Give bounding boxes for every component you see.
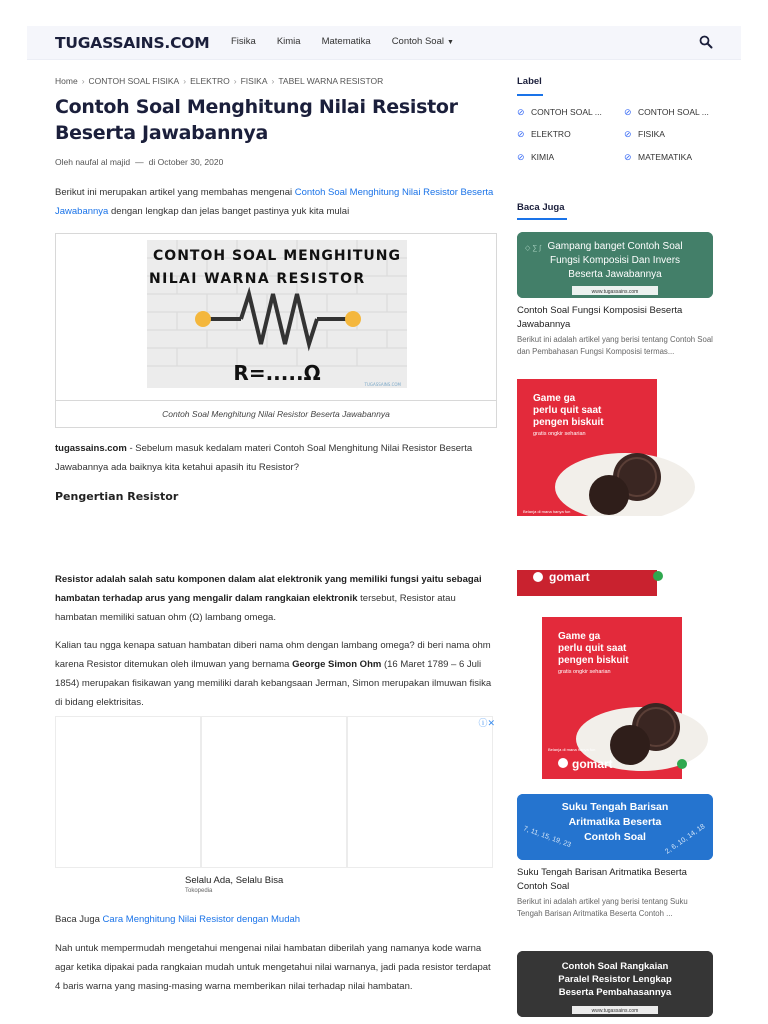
post-thumbnail-image (517, 232, 713, 298)
paragraph-text-end: (16 Maret 1789 – 6 Juli 1854) merupakan fisikawan yang memiliki darah kebangsaan Jerman, Simon merupakan ilmuwan fisika di bidang elektrisitas. (55, 659, 492, 708)
label-item[interactable] (517, 107, 602, 118)
breadcrumb (55, 76, 383, 86)
biscuit-ad-image (517, 379, 713, 516)
ad-line-3: pengen biskuit (558, 655, 629, 666)
post-thumbnail[interactable] (517, 951, 713, 1017)
inline-ad[interactable] (55, 716, 495, 872)
thumb-line-2: Fungsi Komposisi Dan Invers (549, 255, 681, 266)
scientist-name: George Simon Ohm (292, 659, 382, 670)
site-name-bold: tugassains.com (55, 443, 127, 454)
caret-down-icon: ▼ (446, 39, 454, 46)
baca-juga-link[interactable]: Cara Menghitung Nilai Resistor dengan Mudah (102, 914, 301, 925)
check-badge-icon: ⊘ (624, 107, 632, 117)
label-underline (517, 94, 543, 96)
page-gap (0, 516, 768, 570)
thumb-line-3: Beserta Jawabannya (568, 269, 662, 280)
post-thumbnail[interactable] (517, 232, 713, 298)
thumb-line-1: Gampang banget Contoh Soal (547, 241, 683, 252)
check-badge-icon: ⊘ (624, 129, 632, 139)
ad-line-4: gratis ongkir seharian (558, 669, 611, 675)
baca-juga-underline (517, 218, 567, 220)
label-text: KIMIA (531, 152, 555, 162)
gomart-banner (517, 570, 713, 596)
ad-small-text: Belanja di mana hanya fun (523, 509, 571, 514)
breadcrumb-contoh-soal-fisika[interactable]: CONTOH SOAL FISIKA (88, 76, 180, 86)
post-meta (55, 157, 223, 167)
paragraph-intro-resistor (55, 439, 497, 477)
ad-line-1: Game ga (558, 631, 601, 642)
post-thumbnail-image (517, 794, 713, 860)
label-item[interactable] (624, 152, 692, 163)
figure-line-2: NILAI WARNA RESISTOR (149, 271, 366, 287)
label-title: Label (517, 76, 542, 87)
label-text: FISIKA (638, 129, 665, 139)
ad-source: Tokopedia (185, 888, 213, 894)
ad-slot[interactable] (347, 716, 493, 868)
brick-wall-image (147, 240, 407, 388)
page-title: Contoh Soal Menghitung Nilai Resistor Beserta Jawabannya (55, 96, 458, 144)
label-item[interactable] (624, 129, 665, 140)
ad-line-4: gratis ongkir seharian (533, 431, 586, 437)
intro-paragraph (55, 183, 497, 221)
svg-text:2, 6, 10, 14, 18: 2, 6, 10, 14, 18 (664, 823, 707, 856)
ad-brand: gomart (549, 570, 590, 584)
sidebar-ad[interactable] (517, 379, 713, 516)
baca-juga-title: Baca Juga (517, 202, 565, 213)
sidebar-ad-bottom[interactable] (517, 570, 713, 596)
resistor-illustration (147, 240, 407, 388)
page-frame-top (27, 60, 741, 516)
breadcrumb-sep-icon: › (81, 76, 85, 86)
ad-line-1: Game ga (533, 393, 576, 404)
section-heading: Pengertian Resistor (55, 490, 179, 503)
breadcrumb-fisika[interactable]: FISIKA (240, 76, 268, 86)
check-badge-icon: ⊘ (517, 129, 525, 139)
site-logo[interactable]: TUGASSAINS.COM (55, 34, 210, 52)
site-header (27, 26, 741, 60)
ad-line-2: perlu quit saat (558, 643, 627, 654)
breadcrumb-sep-icon: › (271, 76, 275, 86)
ad-brand: gomart (572, 757, 613, 771)
intro-text-end: dengan lengkap dan jelas banget pastinya yuk kita mulai (108, 206, 350, 217)
post-author[interactable]: Oleh naufal al majid (55, 157, 131, 167)
article-figure (55, 233, 497, 428)
label-text: CONTOH SOAL ... (531, 107, 602, 117)
baca-juga-line (55, 910, 497, 929)
breadcrumb-sep-icon: › (183, 76, 187, 86)
top-bar (0, 0, 768, 26)
terminal-icon (345, 311, 361, 327)
thumb-line-1: Contoh Soal Rangkaian (561, 961, 669, 972)
figure-formula: R=.....Ω (233, 361, 321, 385)
figure-caption: Contoh Soal Menghitung Nilai Resistor Beserta Jawabannya (56, 400, 496, 428)
post-thumbnail[interactable] (517, 794, 713, 860)
paragraph-text: - Sebelum masuk kedalam materi Contoh Soal Menghitung Nilai Resistor Beserta Jawabannya ada baiknya kita ketahui apasih itu Resistor? (55, 443, 473, 473)
nav-kimia[interactable]: Kimia (276, 36, 301, 47)
intro-link[interactable]: Contoh Soal Menghitung Nilai Resistor Beserta Jawabannya (55, 187, 494, 217)
label-text: CONTOH SOAL ... (638, 107, 709, 117)
label-item[interactable] (624, 107, 709, 118)
thumb-line-3: Contoh Soal (584, 831, 646, 843)
ad-slot[interactable] (55, 716, 201, 868)
paragraph-text: Kalian tau ngga kenapa satuan hambatan diberi nama ohm dengan lambang omega? di beri nama ohm karena Resistor ditemukan oleh ilmuwan yang bernama (55, 640, 491, 670)
thumb-line-1: Suku Tengah Barisan (561, 801, 669, 813)
label-text: ELEKTRO (531, 129, 571, 139)
main-nav (231, 36, 475, 47)
svg-text:7, 11, 15, 19, 23: 7, 11, 15, 19, 23 (522, 825, 572, 850)
thumb-url: www.tugassains.com (591, 1008, 639, 1014)
ad-slot[interactable] (201, 716, 347, 868)
check-badge-icon: ⊘ (517, 107, 525, 117)
search-icon[interactable] (699, 35, 713, 49)
post-title[interactable]: Suku Tengah Barisan Aritmatika Beserta Contoh Soal (517, 867, 687, 892)
terminal-icon (195, 311, 211, 327)
page-frame-bottom (27, 570, 741, 1024)
ad-small-text: Belanja di mana hanya fun (548, 747, 596, 752)
nav-fisika[interactable]: Fisika (231, 36, 256, 47)
post-desc: Berikut ini adalah artikel yang berisi tentang Contoh Soal dan Pembahasan Fungsi Komposisi termas... (517, 335, 713, 356)
figure-line-1: CONTOH SOAL MENGHITUNG (153, 248, 401, 264)
meta-dash: — (135, 157, 144, 167)
ad-line-3: pengen biskuit (533, 417, 604, 428)
label-text: MATEMATIKA (638, 152, 692, 162)
baca-juga-prefix: Baca Juga (55, 914, 103, 925)
thumb-line-2: Paralel Resistor Lengkap (558, 974, 672, 985)
biscuit-ad-image (542, 617, 713, 779)
breadcrumb-elektro[interactable]: ELEKTRO (190, 76, 230, 86)
intro-text: Berikut ini merupakan artikel yang membahas mengenai (55, 187, 295, 198)
paragraph-ohm (55, 636, 497, 712)
paragraph-pengertian (55, 570, 497, 627)
paragraph-kode-warna: Nah untuk mempermudah mengetahui mengenai nilai hambatan diberilah yang namanya kode warna agar ketika dipakai pada rangkaian mudah untuk mengetahui nilai warnanya, jadi pada resistor terdapat 4 baris warna yang masing-masing warna memberikan nilai terhadap nilai hambatan. (55, 943, 491, 992)
breadcrumb-sep-icon: › (233, 76, 237, 86)
sidebar-ad-2[interactable] (542, 617, 713, 779)
breadcrumb-tabel-warna-resistor[interactable]: TABEL WARNA RESISTOR (278, 76, 384, 86)
definition-bold: Resistor adalah salah satu komponen dalam alat elektronik yang memiliki fungsi yaitu sebagai hambatan terhadap arus yang mengalir dalam rangkaian elektronik (55, 574, 482, 604)
paragraph-text: tersebut, Resistor atau hambatan memiliki satuan ohm (Ω) lambang omega. (55, 593, 456, 623)
label-item[interactable] (517, 129, 571, 140)
nav-matematika[interactable]: Matematika (321, 36, 371, 47)
post-date: di October 30, 2020 (148, 157, 224, 167)
thumb-url: www.tugassains.com (591, 289, 639, 295)
post-thumbnail-image (517, 951, 713, 1017)
check-badge-icon: ⊘ (624, 152, 632, 162)
check-badge-icon: ⊘ (517, 152, 525, 162)
label-item[interactable] (517, 152, 554, 163)
nav-contoh-soal-label: Contoh Soal (391, 36, 444, 47)
thumb-line-3: Beserta Pembahasannya (558, 987, 672, 998)
nav-contoh-soal[interactable] (392, 36, 454, 47)
breadcrumb-home[interactable]: Home (55, 76, 78, 86)
figure-watermark: TUGASSAINS.COM (364, 382, 401, 387)
svg-text:◇ ∑ ∫: ◇ ∑ ∫ (525, 245, 542, 252)
ad-caption[interactable]: Selalu Ada, Selalu Bisa (185, 875, 284, 886)
post-desc: Berikut ini adalah artikel yang berisi tentang Suku Tengah Barisan Aritmatika Beserta Contoh ... (517, 897, 688, 918)
ad-choices-icon[interactable]: ⓘ✕ (478, 718, 495, 728)
thumb-line-2: Aritmatika Beserta (568, 816, 662, 828)
post-title[interactable]: Contoh Soal Fungsi Komposisi Beserta Jawabannya (517, 305, 683, 330)
ad-line-2: perlu quit saat (533, 405, 602, 416)
